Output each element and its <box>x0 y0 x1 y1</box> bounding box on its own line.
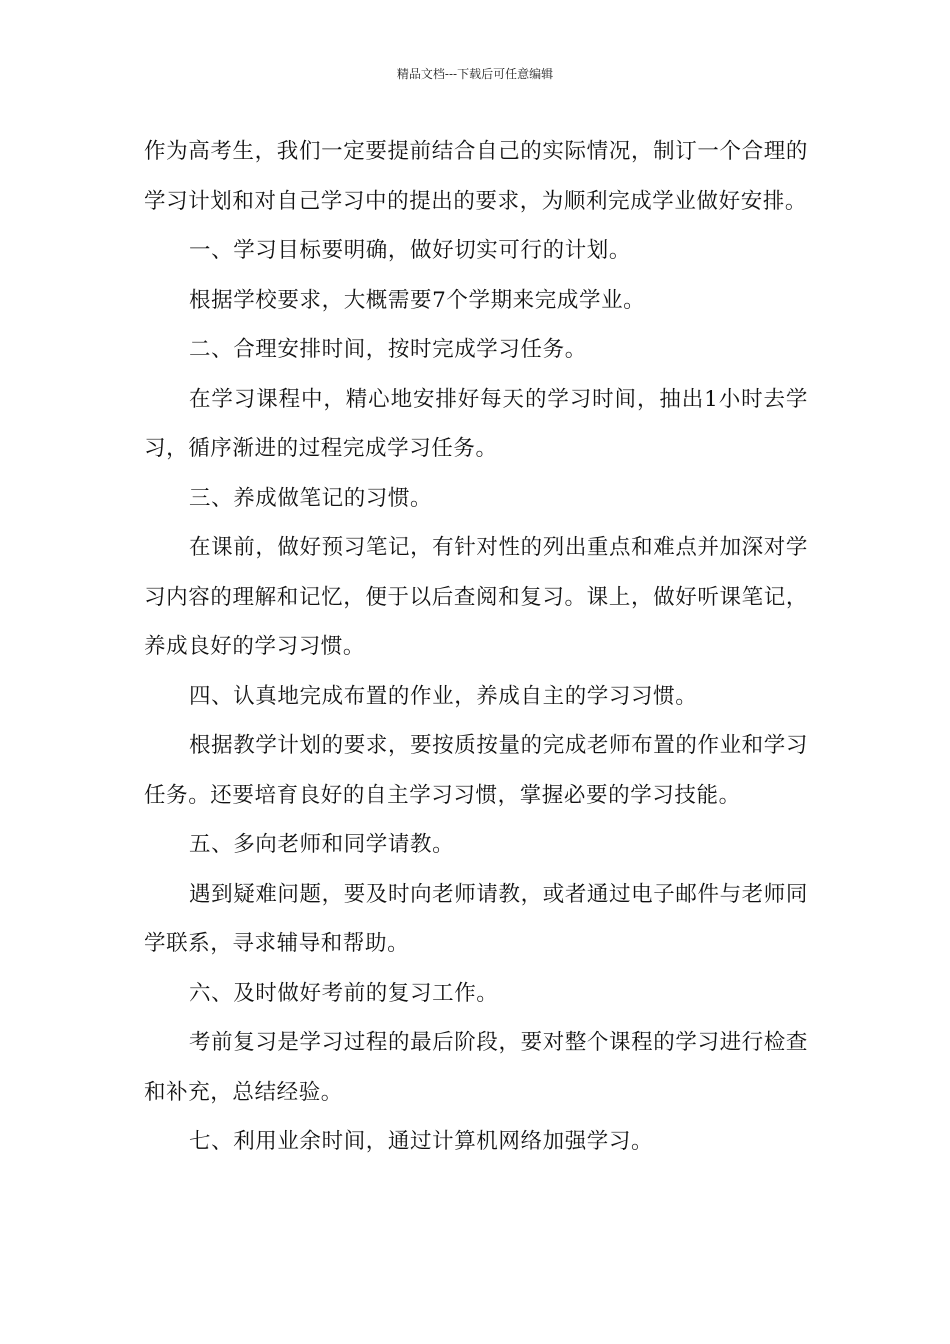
section-body-5: 遇到疑难问题，要及时向老师请教，或者通过电子邮件与老师同学联系，寻求辅导和帮助。 <box>144 881 808 956</box>
section-heading-7: 七、利用业余时间，通过计算机网络加强学习。 <box>189 1129 654 1154</box>
section-heading-5: 五、多向老师和同学请教。 <box>189 832 455 857</box>
section-body-4: 根据教学计划的要求，要按质按量的完成老师布置的作业和学习任务。还要培育良好的自主学习习惯，掌握必要的学习技能。 <box>144 733 808 808</box>
section-heading-6: 六、及时做好考前的复习工作。 <box>189 980 499 1006</box>
section-body-2: 在学习课程中，精心地安排好每天的学习时间，抽出1小时去学习，循序渐进的过程完成学习任务。 <box>144 386 808 461</box>
section-heading-4: 四、认真地完成布置的作业，养成自主的学习习惯。 <box>189 683 698 709</box>
section-body-6: 考前复习是学习过程的最后阶段，要对整个课程的学习进行检查和补充，总结经验。 <box>144 1030 808 1105</box>
section-heading-2: 二、合理安排时间，按时完成学习任务。 <box>189 337 587 362</box>
section-body-3: 在课前，做好预习笔记，有针对性的列出重点和难点并加深对学习内容的理解和记忆，便于以后查阅和复习。课上，做好听课笔记，养成良好的学习习惯。 <box>144 535 808 659</box>
page-header: 精品文档---下载后可任意编辑 <box>396 67 554 81</box>
intro-paragraph: 作为高考生，我们一定要提前结合自己的实际情况，制订一个合理的学习计划和对自己学习中的提出的要求，为顺利完成学业做好安排。 <box>144 139 808 214</box>
section-body-1: 根据学校要求，大概需要7个学期来完成学业。 <box>189 287 646 313</box>
section-heading-3: 三、养成做笔记的习惯。 <box>189 485 433 511</box>
section-heading-1: 一、学习目标要明确，做好切实可行的计划。 <box>189 238 632 263</box>
document-body <box>144 127 808 1167</box>
